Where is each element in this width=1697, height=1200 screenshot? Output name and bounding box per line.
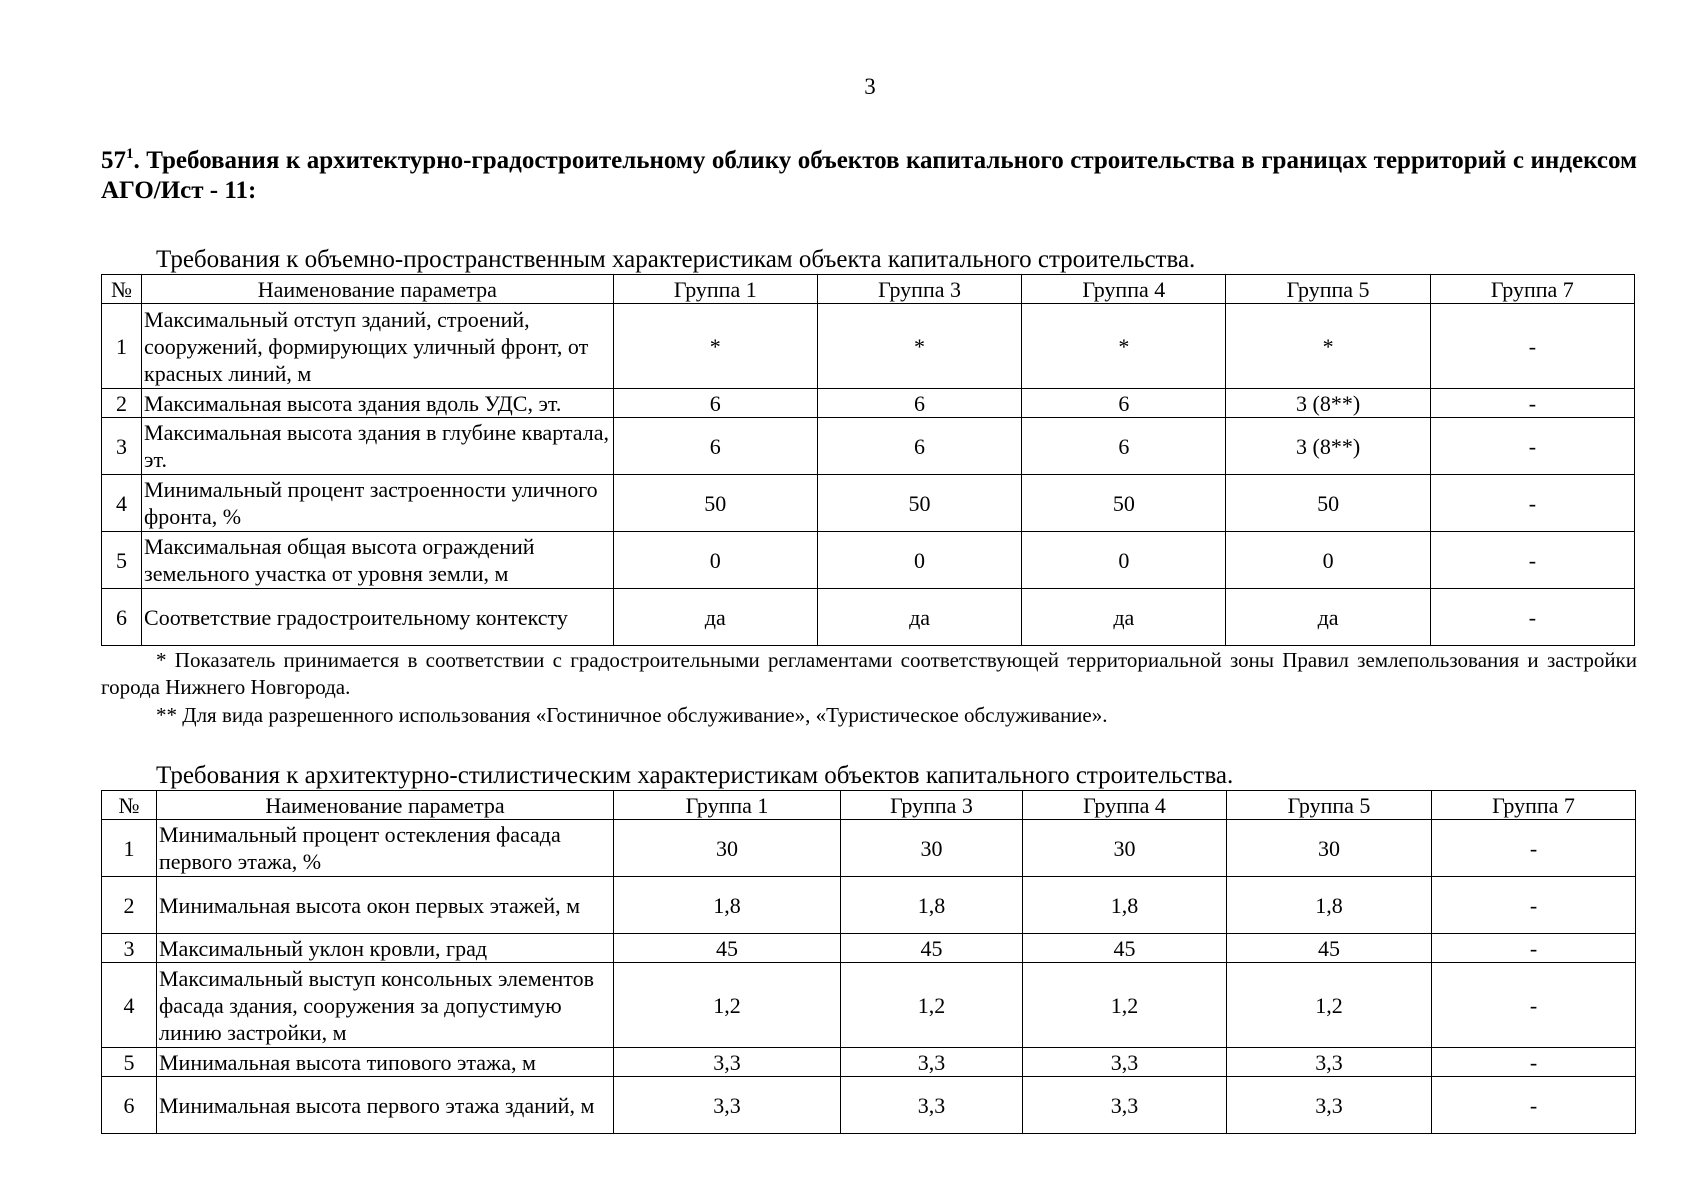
architectural-stylistic-requirements-table: [101, 790, 1636, 1134]
value-cell: -: [1430, 418, 1634, 475]
row-number: 5: [102, 1048, 157, 1077]
table-row: [102, 304, 1635, 389]
header-cell: Группа 5: [1226, 275, 1430, 304]
value-cell: 3,3: [614, 1048, 841, 1077]
value-cell: -: [1432, 877, 1636, 934]
row-number: 6: [102, 1077, 157, 1134]
row-number: 4: [102, 475, 142, 532]
value-cell: *: [1226, 304, 1430, 389]
table-row: [102, 589, 1635, 646]
value-cell: 1,8: [614, 877, 841, 934]
value-cell: 30: [614, 820, 841, 877]
parameter-name: Соответствие градостроительному контексту: [142, 589, 614, 646]
value-cell: 0: [817, 532, 1021, 589]
value-cell: 1,2: [1023, 963, 1227, 1048]
value-cell: 6: [613, 389, 817, 418]
value-cell: да: [1226, 589, 1430, 646]
row-number: 1: [102, 820, 157, 877]
value-cell: 1,2: [841, 963, 1023, 1048]
value-cell: 45: [1227, 934, 1432, 963]
table-row: [102, 418, 1635, 475]
value-cell: 3,3: [841, 1048, 1023, 1077]
value-cell: 50: [1226, 475, 1430, 532]
footnote-double-asterisk: ** Для вида разрешенного использования «Гостиничное обслуживание», «Туристическое обслуживание».: [156, 703, 1108, 727]
parameter-name: Максимальный выступ консольных элементов фасада здания, сооружения за допустимую линию застройки, м: [157, 963, 614, 1048]
value-cell: 3,3: [1023, 1077, 1227, 1134]
value-cell: -: [1430, 304, 1634, 389]
value-cell: -: [1432, 1048, 1636, 1077]
table-row: [102, 475, 1635, 532]
value-cell: 1,8: [1023, 877, 1227, 934]
value-cell: 6: [817, 389, 1021, 418]
value-cell: 6: [613, 418, 817, 475]
row-number: 3: [102, 934, 157, 963]
row-number: 2: [102, 877, 157, 934]
heading-superscript: 1: [126, 146, 134, 162]
value-cell: 1,8: [1227, 877, 1432, 934]
heading-text: . Требования к архитектурно-градостроительному облику объектов капитального строительства в границах территорий с индексом АГО/Ист - 11:: [101, 147, 1637, 204]
header-cell: Группа 1: [613, 275, 817, 304]
row-number: 3: [102, 418, 142, 475]
value-cell: 45: [614, 934, 841, 963]
value-cell: 3,3: [1023, 1048, 1227, 1077]
value-cell: 50: [817, 475, 1021, 532]
table-row: [102, 963, 1636, 1048]
value-cell: 3,3: [1227, 1077, 1432, 1134]
header-cell: Наименование параметра: [157, 791, 614, 820]
table-row: [102, 934, 1636, 963]
header-cell: Группа 1: [614, 791, 841, 820]
value-cell: 30: [1227, 820, 1432, 877]
value-cell: 1,2: [614, 963, 841, 1048]
heading-number: 57: [101, 147, 126, 174]
header-cell: Наименование параметра: [142, 275, 614, 304]
value-cell: 3 (8**): [1226, 418, 1430, 475]
row-number: 2: [102, 389, 142, 418]
volume-spatial-requirements-table: [101, 274, 1635, 646]
value-cell: -: [1430, 589, 1634, 646]
parameter-name: Минимальный процент застроенности уличного фронта, %: [142, 475, 614, 532]
value-cell: 45: [1023, 934, 1227, 963]
header-cell: Группа 7: [1430, 275, 1634, 304]
value-cell: 3,3: [614, 1077, 841, 1134]
table-row: [102, 820, 1636, 877]
parameter-name: Максимальная высота здания вдоль УДС, эт.: [142, 389, 614, 418]
header-cell: №: [102, 791, 157, 820]
value-cell: -: [1430, 532, 1634, 589]
parameter-name: Минимальная высота типового этажа, м: [157, 1048, 614, 1077]
value-cell: 6: [1022, 418, 1226, 475]
value-cell: 30: [1023, 820, 1227, 877]
table1-caption: Требования к объемно-пространственным характеристикам объекта капитального строительства.: [156, 246, 1196, 273]
value-cell: -: [1432, 820, 1636, 877]
parameter-name: Минимальный процент остекления фасада первого этажа, %: [157, 820, 614, 877]
value-cell: 1,2: [1227, 963, 1432, 1048]
row-number: 5: [102, 532, 142, 589]
table-row: [102, 1077, 1636, 1134]
value-cell: 6: [1022, 389, 1226, 418]
table-header-row: [102, 275, 1635, 304]
value-cell: -: [1432, 934, 1636, 963]
value-cell: -: [1432, 963, 1636, 1048]
header-cell: Группа 5: [1227, 791, 1432, 820]
value-cell: 50: [613, 475, 817, 532]
parameter-name: Максимальный отступ зданий, строений, сооружений, формирующих уличный фронт, от красных линий, м: [142, 304, 614, 389]
value-cell: 3,3: [1227, 1048, 1432, 1077]
value-cell: 45: [841, 934, 1023, 963]
parameter-name: Минимальная высота окон первых этажей, м: [157, 877, 614, 934]
section-heading: [101, 146, 1637, 206]
value-cell: 3 (8**): [1226, 389, 1430, 418]
value-cell: -: [1430, 389, 1634, 418]
row-number: 6: [102, 589, 142, 646]
parameter-name: Максимальная высота здания в глубине квартала, эт.: [142, 418, 614, 475]
header-cell: №: [102, 275, 142, 304]
parameter-name: Минимальная высота первого этажа зданий, м: [157, 1077, 614, 1134]
table-row: [102, 389, 1635, 418]
row-number: 1: [102, 304, 142, 389]
footnote-asterisk: * Показатель принимается в соответствии с градостроительными регламентами соответствующей территориальной зоны Правил землепользования и застройки города Нижнего Новгорода.: [101, 648, 1637, 699]
value-cell: 3,3: [841, 1077, 1023, 1134]
table-header-row: [102, 791, 1636, 820]
value-cell: 0: [613, 532, 817, 589]
header-cell: Группа 4: [1022, 275, 1226, 304]
header-cell: Группа 4: [1023, 791, 1227, 820]
value-cell: 50: [1022, 475, 1226, 532]
value-cell: *: [613, 304, 817, 389]
header-cell: Группа 3: [841, 791, 1023, 820]
value-cell: 0: [1226, 532, 1430, 589]
value-cell: -: [1432, 1077, 1636, 1134]
parameter-name: Максимальный уклон кровли, град: [157, 934, 614, 963]
value-cell: 6: [817, 418, 1021, 475]
value-cell: *: [817, 304, 1021, 389]
table-row: [102, 877, 1636, 934]
value-cell: 0: [1022, 532, 1226, 589]
value-cell: 30: [841, 820, 1023, 877]
value-cell: 1,8: [841, 877, 1023, 934]
header-cell: Группа 3: [817, 275, 1021, 304]
value-cell: да: [613, 589, 817, 646]
parameter-name: Максимальная общая высота ограждений земельного участка от уровня земли, м: [142, 532, 614, 589]
table-row: [102, 532, 1635, 589]
row-number: 4: [102, 963, 157, 1048]
value-cell: да: [1022, 589, 1226, 646]
header-cell: Группа 7: [1432, 791, 1636, 820]
value-cell: *: [1022, 304, 1226, 389]
value-cell: да: [817, 589, 1021, 646]
table-row: [102, 1048, 1636, 1077]
table2-caption: Требования к архитектурно-стилистическим характеристикам объектов капитального строительства.: [156, 762, 1234, 789]
page-number: 3: [864, 74, 876, 99]
value-cell: -: [1430, 475, 1634, 532]
